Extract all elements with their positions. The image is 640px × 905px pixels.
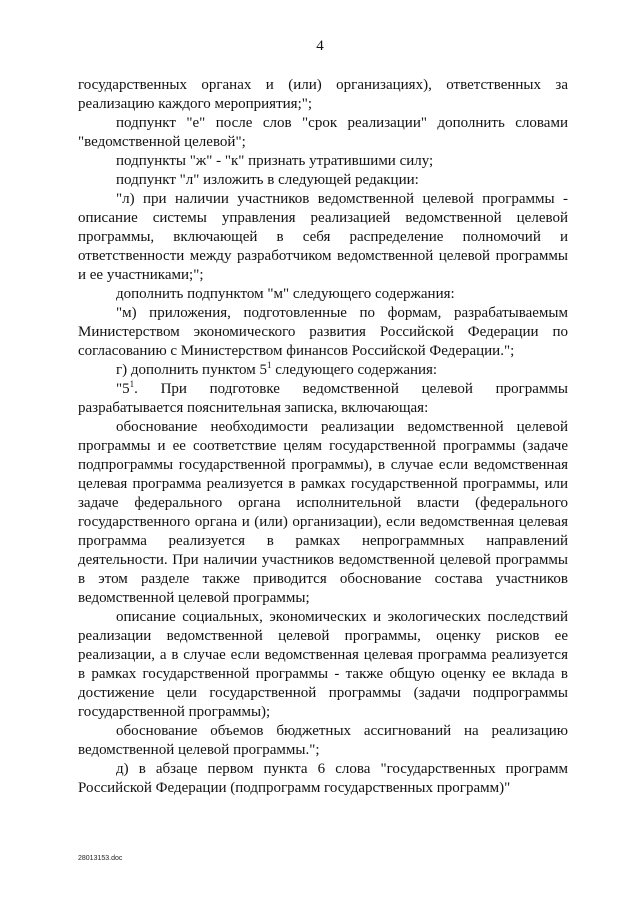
paragraph: подпункты "ж" - "к" признать утратившими силу; xyxy=(116,153,434,169)
paragraph: "л) при наличии участников ведомственной целевой программы - описание системы управления реализацией ведомственной целевой программы, включающей в себя распределение полномочий и ответственности между разработчиком ведомственной целевой программы и ее участниками;"; xyxy=(78,191,568,283)
paragraph xyxy=(78,361,568,380)
paragraph-text: г) дополнить пунктом 5 xyxy=(116,362,268,378)
paragraph: описание социальных, экономических и экологических последствий реализации ведомственной целевой программы, оценку рисков ее реализации, а в случае если ведомственная целевая программа реализуется в рамках государственной программы - также общую оценку ее вклада в достижение цели государственной программы (задачи подпрограммы государственной программы); xyxy=(78,609,568,720)
paragraph-text: . При подготовке ведомственной целевой программы разрабатывается пояснительная записка, включающая: xyxy=(78,381,568,416)
paragraph: дополнить подпунктом "м" следующего содержания: xyxy=(116,286,455,302)
paragraph-text: "5 xyxy=(116,381,130,397)
superscript: 1 xyxy=(129,379,135,389)
paragraph-text: следующего содержания: xyxy=(271,362,438,378)
paragraph: подпункт "е" после слов "срок реализации" дополнить словами "ведомственной целевой"; xyxy=(78,115,568,150)
superscript: 1 xyxy=(267,360,272,370)
paragraph: обоснование объемов бюджетных ассигнований на реализацию ведомственной целевой программы."; xyxy=(78,723,568,758)
paragraph: обоснование необходимости реализации ведомственной целевой программы и ее соответствие целям государственной программы (задаче подпрограммы государственной программы), в случае если ведомственная целевая программа реализуется в рамках государственной программы, или задаче федерального органа исполнительной власти (федерального государственного органа и (или) организации), если ведомственная целевая программа реализуется в рамках непрограммных направлений деятельности. При наличии участников ведомственной целевой программы в этом разделе также приводится обоснование состава участников ведомственной целевой программы; xyxy=(78,419,568,606)
page-number: 4 xyxy=(316,38,324,54)
paragraph: государственных органах и (или) организациях), ответственных за реализацию каждого мероприятия;"; xyxy=(78,77,568,112)
paragraph: "м) приложения, подготовленные по формам, разрабатываемым Министерством экономического развития Российской Федерации по согласованию с Министерством финансов Российской Федерации."; xyxy=(78,305,568,359)
file-name-footer: 28013153.doc xyxy=(78,855,123,862)
paragraph: подпункт "л" изложить в следующей редакции: xyxy=(116,172,419,188)
paragraph: д) в абзаце первом пункта 6 слова "государственных программ Российской Федерации (подпрограмм государственных программ)" xyxy=(78,761,568,796)
paragraph xyxy=(78,380,568,418)
document-body xyxy=(78,76,568,798)
